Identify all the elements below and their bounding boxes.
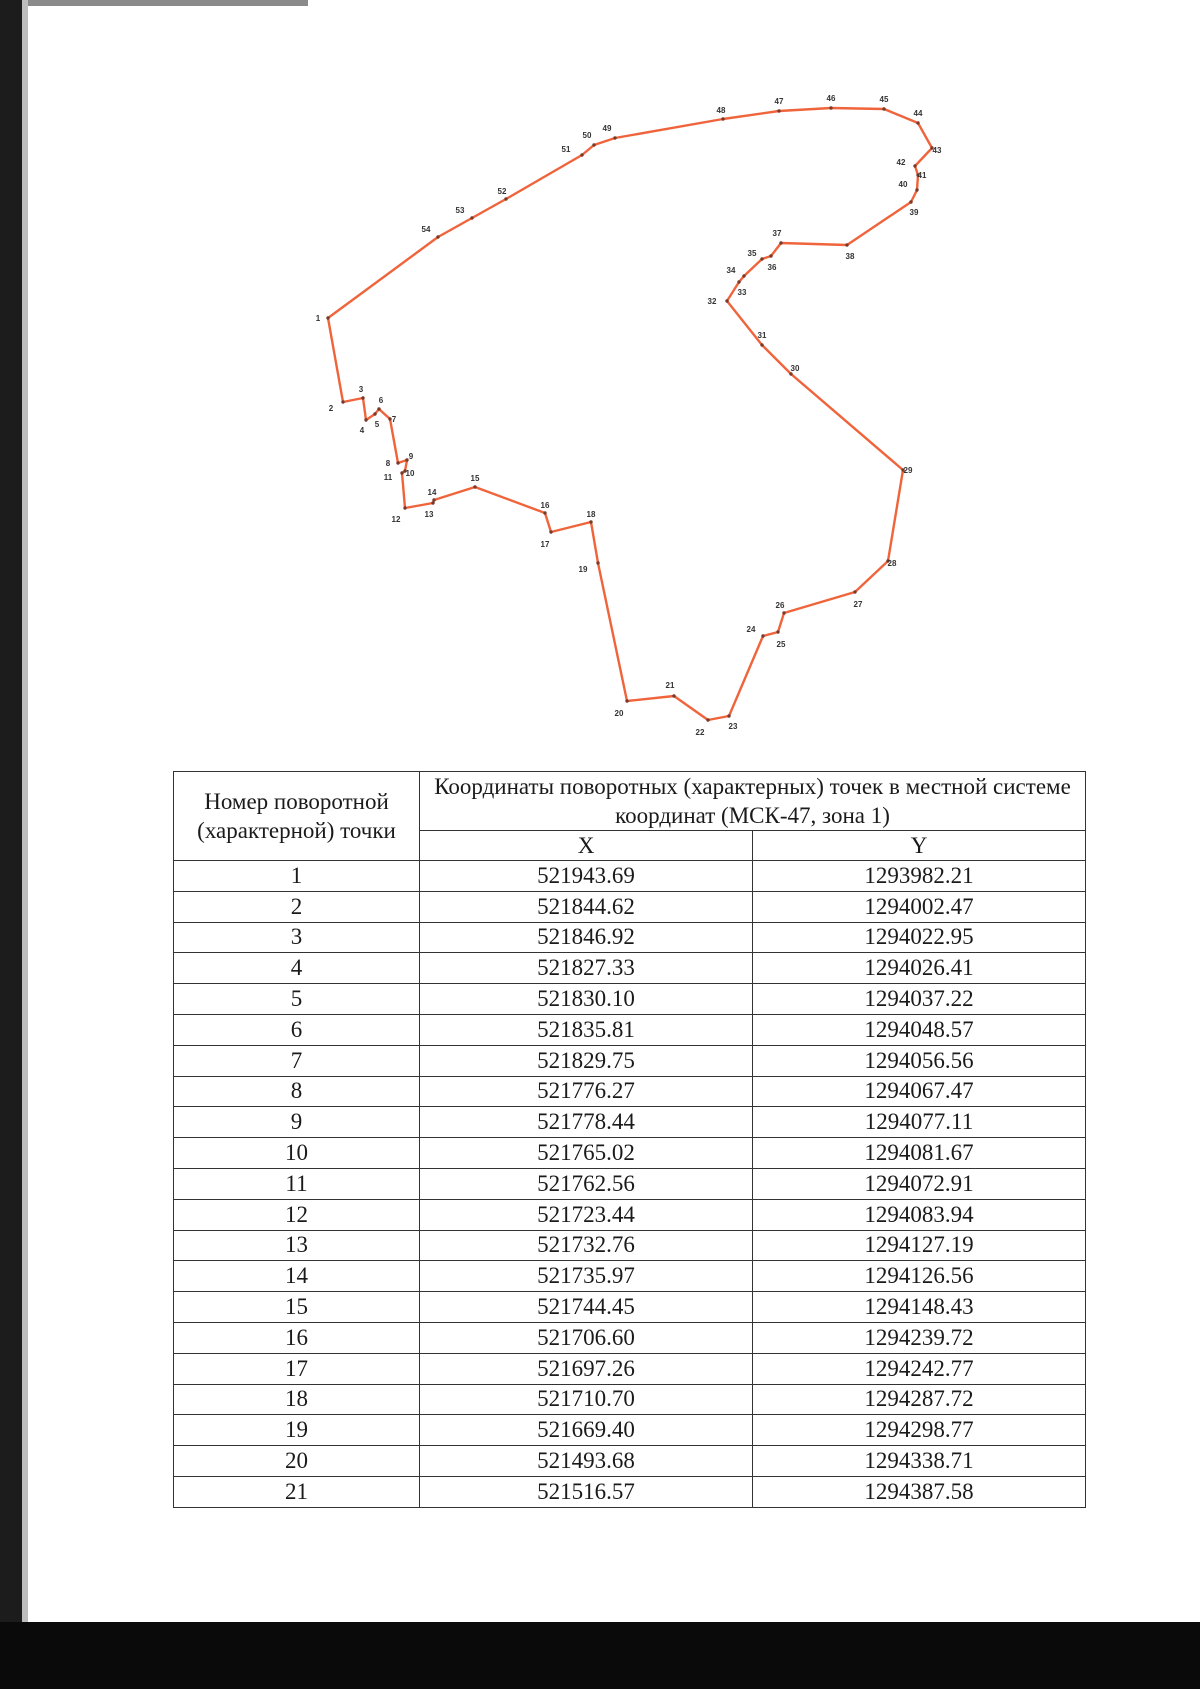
vertex-number-label: 10 bbox=[405, 469, 415, 478]
point-number-cell: 17 bbox=[174, 1353, 420, 1384]
table-row bbox=[174, 1138, 1086, 1169]
vertex-number-label: 51 bbox=[561, 145, 571, 154]
vertex-number-label: 4 bbox=[359, 426, 365, 435]
table-row bbox=[174, 891, 1086, 922]
coordinates-table-container bbox=[173, 771, 1086, 1508]
table-row bbox=[174, 1322, 1086, 1353]
table-row bbox=[174, 1292, 1086, 1323]
point-number-cell: 13 bbox=[174, 1230, 420, 1261]
vertex-number-label: 2 bbox=[328, 404, 334, 413]
x-coordinate-cell: 521697.26 bbox=[420, 1353, 753, 1384]
point-number-header: Номер поворотной (характерной) точки bbox=[174, 772, 420, 861]
point-number-cell: 6 bbox=[174, 1014, 420, 1045]
y-coordinate-cell: 1294338.71 bbox=[753, 1446, 1086, 1477]
x-coordinate-cell: 521493.68 bbox=[420, 1446, 753, 1477]
vertex-number-label: 28 bbox=[887, 559, 897, 568]
vertex-number-label: 43 bbox=[932, 146, 942, 155]
boundary-vertex bbox=[613, 136, 616, 139]
vertex-number-label: 19 bbox=[578, 565, 588, 574]
vertex-number-label: 22 bbox=[695, 728, 705, 737]
table-row bbox=[174, 1415, 1086, 1446]
vertex-number-label: 54 bbox=[421, 225, 431, 234]
vertex-number-label: 45 bbox=[879, 95, 889, 104]
boundary-vertex bbox=[403, 506, 406, 509]
vertex-number-label: 12 bbox=[391, 515, 401, 524]
y-coordinate-cell: 1294148.43 bbox=[753, 1292, 1086, 1323]
x-coordinate-cell: 521765.02 bbox=[420, 1138, 753, 1169]
x-coordinate-cell: 521844.62 bbox=[420, 891, 753, 922]
vertex-number-label: 29 bbox=[903, 466, 913, 475]
vertex-number-label: 17 bbox=[540, 540, 550, 549]
table-row bbox=[174, 1168, 1086, 1199]
vertex-number-label: 3 bbox=[358, 385, 364, 394]
y-coordinate-cell: 1294387.58 bbox=[753, 1476, 1086, 1507]
vertex-number-label: 24 bbox=[746, 625, 756, 634]
vertex-number-label: 8 bbox=[385, 459, 391, 468]
table-row bbox=[174, 1384, 1086, 1415]
vertex-number-label: 46 bbox=[826, 94, 836, 103]
vertex-number-label: 18 bbox=[586, 510, 596, 519]
boundary-vertex bbox=[431, 501, 434, 504]
y-coordinate-cell: 1294242.77 bbox=[753, 1353, 1086, 1384]
point-number-cell: 2 bbox=[174, 891, 420, 922]
boundary-vertex bbox=[326, 316, 329, 319]
point-number-cell: 14 bbox=[174, 1261, 420, 1292]
vertex-number-label: 7 bbox=[391, 415, 397, 424]
boundary-vertex bbox=[782, 611, 785, 614]
boundary-vertex bbox=[760, 257, 763, 260]
x-coordinate-cell: 521735.97 bbox=[420, 1261, 753, 1292]
boundary-vertex bbox=[432, 498, 435, 501]
point-number-cell: 15 bbox=[174, 1292, 420, 1323]
y-coordinate-cell: 1294026.41 bbox=[753, 953, 1086, 984]
vertex-number-label: 5 bbox=[374, 420, 380, 429]
boundary-vertex bbox=[625, 699, 628, 702]
boundary-vertex bbox=[913, 164, 916, 167]
point-number-cell: 10 bbox=[174, 1138, 420, 1169]
y-coordinate-cell: 1294239.72 bbox=[753, 1322, 1086, 1353]
boundary-vertex bbox=[341, 400, 344, 403]
vertex-number-label: 47 bbox=[774, 97, 784, 106]
y-coordinate-cell: 1294077.11 bbox=[753, 1107, 1086, 1138]
point-number-cell: 12 bbox=[174, 1199, 420, 1230]
vertex-number-label: 16 bbox=[540, 501, 550, 510]
table-row bbox=[174, 1353, 1086, 1384]
boundary-vertex bbox=[377, 407, 380, 410]
boundary-vertex bbox=[549, 530, 552, 533]
land-plot-boundary-plan bbox=[0, 0, 1200, 760]
y-coordinate-cell: 1294067.47 bbox=[753, 1076, 1086, 1107]
point-number-cell: 8 bbox=[174, 1076, 420, 1107]
table-row bbox=[174, 1230, 1086, 1261]
boundary-vertex bbox=[909, 200, 912, 203]
point-number-cell: 4 bbox=[174, 953, 420, 984]
boundary-vertex bbox=[364, 418, 367, 421]
vertex-number-label: 34 bbox=[726, 266, 736, 275]
table-row bbox=[174, 922, 1086, 953]
vertex-number-label: 11 bbox=[383, 473, 393, 482]
plot-boundary-line bbox=[328, 108, 932, 720]
y-coordinate-cell: 1294127.19 bbox=[753, 1230, 1086, 1261]
boundary-vertex bbox=[915, 188, 918, 191]
point-number-cell: 21 bbox=[174, 1476, 420, 1507]
y-coordinate-cell: 1294287.72 bbox=[753, 1384, 1086, 1415]
boundary-vertex bbox=[580, 153, 583, 156]
vertex-number-label: 1 bbox=[315, 314, 321, 323]
y-coordinate-cell: 1294083.94 bbox=[753, 1199, 1086, 1230]
boundary-vertex bbox=[361, 396, 364, 399]
boundary-vertex bbox=[373, 412, 376, 415]
vertex-number-label: 21 bbox=[665, 681, 675, 690]
x-coordinate-cell: 521776.27 bbox=[420, 1076, 753, 1107]
y-coordinate-cell: 1294022.95 bbox=[753, 922, 1086, 953]
boundary-vertex bbox=[706, 718, 709, 721]
vertex-number-label: 50 bbox=[582, 131, 592, 140]
x-coordinate-cell: 521830.10 bbox=[420, 984, 753, 1015]
boundary-vertex bbox=[777, 109, 780, 112]
boundary-vertex bbox=[760, 343, 763, 346]
x-coordinate-cell: 521762.56 bbox=[420, 1168, 753, 1199]
scan-bottom-bar bbox=[0, 1622, 1200, 1689]
boundary-vertex bbox=[596, 561, 599, 564]
coordinates-table bbox=[173, 771, 1086, 1508]
point-number-cell: 18 bbox=[174, 1384, 420, 1415]
x-coordinate-cell: 521846.92 bbox=[420, 922, 753, 953]
point-number-cell: 19 bbox=[174, 1415, 420, 1446]
table-row bbox=[174, 861, 1086, 892]
vertex-number-label: 23 bbox=[728, 722, 738, 731]
point-number-cell: 5 bbox=[174, 984, 420, 1015]
vertex-number-label: 48 bbox=[716, 106, 726, 115]
x-coordinate-cell: 521723.44 bbox=[420, 1199, 753, 1230]
vertex-number-label: 6 bbox=[378, 396, 384, 405]
table-row bbox=[174, 1045, 1086, 1076]
boundary-vertex bbox=[436, 235, 439, 238]
boundary-vertex bbox=[725, 299, 728, 302]
x-coordinate-cell: 521669.40 bbox=[420, 1415, 753, 1446]
vertex-number-label: 30 bbox=[790, 364, 800, 373]
coordinates-header: Координаты поворотных (характерных) точек в местной системе координат (МСК-47, зона 1) bbox=[420, 772, 1086, 831]
vertex-number-label: 20 bbox=[614, 709, 624, 718]
vertex-number-label: 32 bbox=[707, 297, 717, 306]
point-number-cell: 16 bbox=[174, 1322, 420, 1353]
x-coordinate-cell: 521744.45 bbox=[420, 1292, 753, 1323]
table-row bbox=[174, 1014, 1086, 1045]
y-coordinate-cell: 1294048.57 bbox=[753, 1014, 1086, 1045]
x-coordinate-cell: 521732.76 bbox=[420, 1230, 753, 1261]
table-row bbox=[174, 1446, 1086, 1477]
vertex-number-label: 37 bbox=[772, 229, 782, 238]
boundary-vertex bbox=[845, 243, 848, 246]
x-coordinate-cell: 521710.70 bbox=[420, 1384, 753, 1415]
boundary-vertex bbox=[396, 461, 399, 464]
y-coordinate-cell: 1294298.77 bbox=[753, 1415, 1086, 1446]
vertex-number-label: 25 bbox=[776, 640, 786, 649]
vertex-number-label: 38 bbox=[845, 252, 855, 261]
boundary-vertex bbox=[776, 630, 779, 633]
vertex-number-label: 27 bbox=[853, 600, 863, 609]
vertex-number-label: 35 bbox=[747, 249, 757, 258]
x-coordinate-cell: 521835.81 bbox=[420, 1014, 753, 1045]
x-column-header: X bbox=[420, 831, 753, 861]
vertex-number-label: 26 bbox=[775, 601, 785, 610]
vertex-number-label: 9 bbox=[408, 452, 414, 461]
boundary-vertex bbox=[742, 274, 745, 277]
y-coordinate-cell: 1294081.67 bbox=[753, 1138, 1086, 1169]
point-number-cell: 9 bbox=[174, 1107, 420, 1138]
vertex-number-label: 42 bbox=[896, 158, 906, 167]
boundary-vertex bbox=[473, 485, 476, 488]
x-coordinate-cell: 521516.57 bbox=[420, 1476, 753, 1507]
boundary-vertex bbox=[727, 714, 730, 717]
boundary-vertex bbox=[829, 106, 832, 109]
vertex-number-label: 52 bbox=[497, 187, 507, 196]
table-row bbox=[174, 1076, 1086, 1107]
vertex-number-label: 14 bbox=[427, 488, 437, 497]
x-coordinate-cell: 521778.44 bbox=[420, 1107, 753, 1138]
x-coordinate-cell: 521827.33 bbox=[420, 953, 753, 984]
boundary-vertex bbox=[543, 511, 546, 514]
table-row bbox=[174, 953, 1086, 984]
y-coordinate-cell: 1294056.56 bbox=[753, 1045, 1086, 1076]
boundary-vertex bbox=[592, 143, 595, 146]
table-row bbox=[174, 1107, 1086, 1138]
point-number-cell: 1 bbox=[174, 861, 420, 892]
table-row bbox=[174, 1199, 1086, 1230]
boundary-vertex bbox=[761, 634, 764, 637]
y-coordinate-cell: 1293982.21 bbox=[753, 861, 1086, 892]
point-number-cell: 7 bbox=[174, 1045, 420, 1076]
vertex-number-label: 31 bbox=[757, 331, 767, 340]
y-coordinate-cell: 1294126.56 bbox=[753, 1261, 1086, 1292]
x-coordinate-cell: 521706.60 bbox=[420, 1322, 753, 1353]
table-row bbox=[174, 1476, 1086, 1507]
vertex-number-label: 53 bbox=[455, 206, 465, 215]
boundary-vertex bbox=[400, 471, 403, 474]
vertex-number-label: 36 bbox=[767, 263, 777, 272]
boundary-vertex bbox=[589, 520, 592, 523]
vertex-number-label: 13 bbox=[424, 510, 434, 519]
boundary-vertex bbox=[882, 107, 885, 110]
point-number-cell: 3 bbox=[174, 922, 420, 953]
vertex-number-label: 39 bbox=[909, 208, 919, 217]
y-coordinate-cell: 1294037.22 bbox=[753, 984, 1086, 1015]
boundary-vertex bbox=[737, 280, 740, 283]
vertex-number-label: 15 bbox=[470, 474, 480, 483]
point-number-cell: 20 bbox=[174, 1446, 420, 1477]
boundary-vertex bbox=[853, 590, 856, 593]
vertex-number-label: 44 bbox=[913, 109, 923, 118]
boundary-vertex bbox=[504, 197, 507, 200]
table-row bbox=[174, 984, 1086, 1015]
y-coordinate-cell: 1294072.91 bbox=[753, 1168, 1086, 1199]
boundary-vertex bbox=[672, 694, 675, 697]
boundary-vertex bbox=[779, 241, 782, 244]
table-row bbox=[174, 1261, 1086, 1292]
point-number-cell: 11 bbox=[174, 1168, 420, 1199]
x-coordinate-cell: 521829.75 bbox=[420, 1045, 753, 1076]
y-coordinate-cell: 1294002.47 bbox=[753, 891, 1086, 922]
vertex-number-label: 41 bbox=[917, 171, 927, 180]
boundary-vertex bbox=[769, 254, 772, 257]
vertex-number-label: 49 bbox=[602, 124, 612, 133]
boundary-vertex bbox=[721, 117, 724, 120]
vertex-number-label: 40 bbox=[898, 180, 908, 189]
vertex-number-label: 33 bbox=[737, 288, 747, 297]
boundary-vertex bbox=[470, 216, 473, 219]
boundary-vertex bbox=[916, 121, 919, 124]
y-column-header: Y bbox=[753, 831, 1086, 861]
x-coordinate-cell: 521943.69 bbox=[420, 861, 753, 892]
